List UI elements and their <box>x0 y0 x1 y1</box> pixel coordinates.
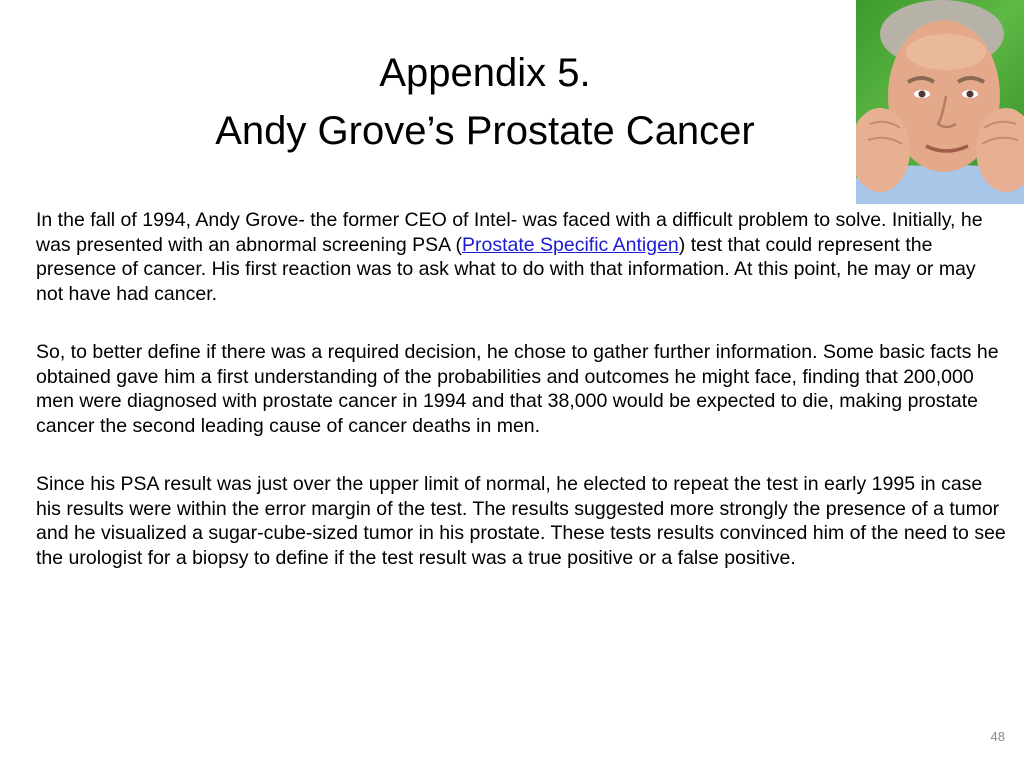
title-line-2: Andy Grove’s Prostate Cancer <box>215 109 755 153</box>
paragraph-1 <box>36 208 1008 306</box>
portrait-illustration <box>856 0 1024 204</box>
paragraph-2: So, to better define if there was a required decision, he chose to gather further information. Some basic facts he obtained gave him a first understanding of the probabilities and outcomes he might face, finding that 200,000 men were diagnosed with prostate cancer in 1994 and that 38,000 would be expected to die, making prostate cancer the second leading cause of cancer deaths in men. <box>36 341 999 437</box>
slide-title <box>150 44 820 160</box>
page-number: 48 <box>990 729 1005 744</box>
portrait-photo <box>856 0 1024 204</box>
psa-link[interactable]: Prostate Specific Antigen <box>461 233 679 256</box>
title-line-1: Appendix 5. <box>379 51 591 95</box>
paragraph-1-text-end: ) test that could represent the presence of cancer. His first reaction was to ask what to do with that information. At this point, he may or may not have had cancer. <box>36 233 976 305</box>
paragraph-3: Since his PSA result was just over the upper limit of normal, he elected to repeat the test in early 1995 in case his results were within the error margin of the test. The results suggested more strongly the presence of a tumor and he visualized a sugar-cube-sized tumor in his prostate. These tests results convinced him of the need to see the urologist for a biopsy to define if the test result was a true positive or a false positive. <box>36 473 1006 569</box>
paragraph-1-text-start: In the fall of 1994, Andy Grove- the former CEO of Intel- was faced with a difficult problem to solve. Initially, he was presented with an abnormal screening PSA ( <box>36 209 983 256</box>
slide-body <box>36 208 1008 604</box>
